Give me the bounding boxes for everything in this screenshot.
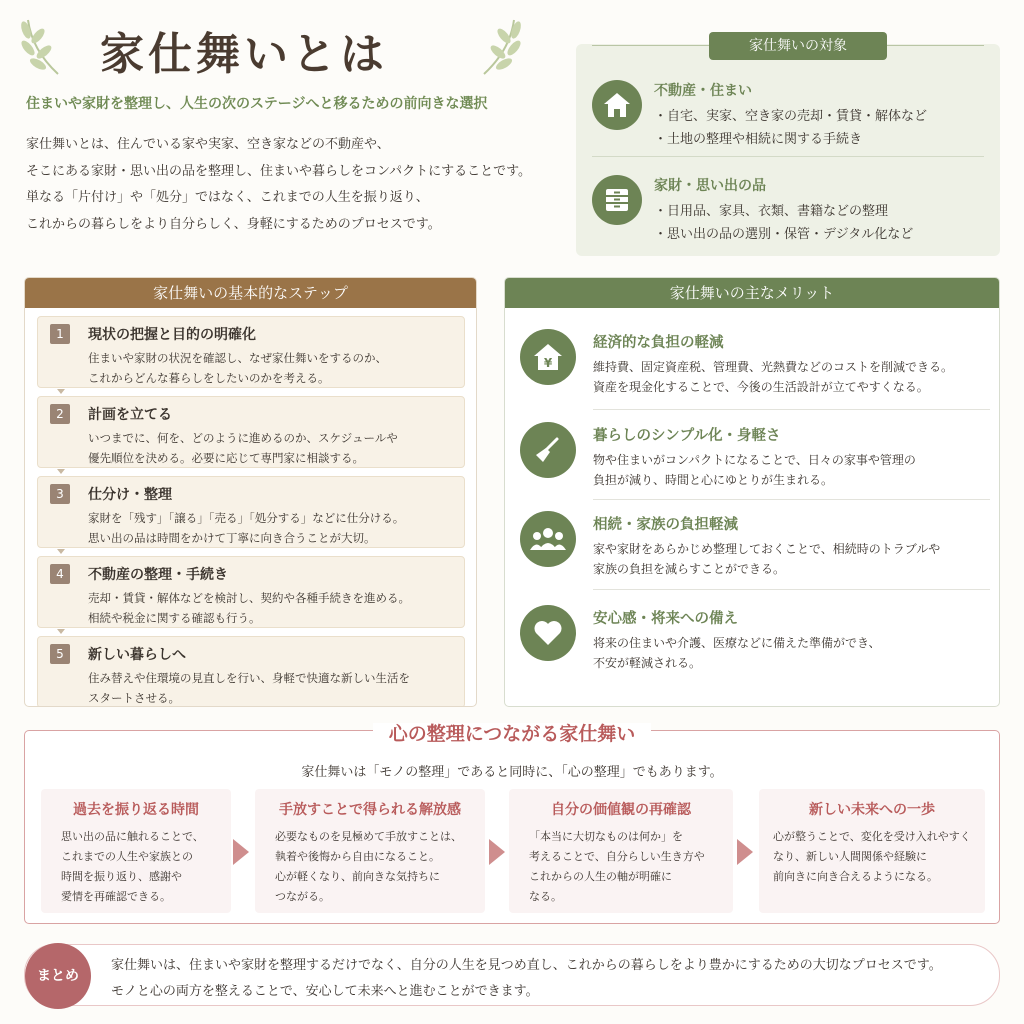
merit-item bbox=[520, 605, 990, 695]
target-line: ・思い出の品の選別・保管・デジタル化など bbox=[654, 227, 914, 242]
mind-card-line: 心が軽くなり、前向きな気持ちに bbox=[275, 870, 440, 883]
step-number: 2 bbox=[50, 404, 70, 424]
mind-card-desc bbox=[529, 827, 705, 907]
step-item bbox=[37, 476, 465, 548]
arrow-right-icon bbox=[737, 839, 753, 865]
step-line: 住まいや家財の状況を確認し、なぜ家仕舞いをするのか、 bbox=[88, 351, 387, 365]
target-line: ・日用品、家具、衣類、書籍などの整理 bbox=[654, 204, 889, 219]
mind-card-title: 過去を振り返る時間 bbox=[73, 802, 199, 818]
divider bbox=[593, 409, 990, 410]
step-line: 住み替えや住環境の見直しを行い、身軽で快適な新しい生活を bbox=[88, 671, 410, 685]
step-arrow-icon bbox=[57, 389, 65, 394]
step-line: 家財を「残す」「譲る」「売る」「処分する」などに仕分ける。 bbox=[88, 511, 405, 525]
mind-card-desc bbox=[275, 827, 462, 907]
merit-desc bbox=[593, 539, 940, 579]
merit-line: 負担が減り、時間と心にゆとりが生まれる。 bbox=[593, 473, 834, 487]
mind-card-title: 自分の価値観の再確認 bbox=[551, 802, 691, 818]
mind-card-line: 思い出の品に触れることで、 bbox=[61, 830, 204, 843]
arrow-right-icon bbox=[489, 839, 505, 865]
mind-card-title: 手放すことで得られる解放感 bbox=[279, 802, 461, 818]
merit-desc bbox=[593, 357, 953, 397]
mind-section-title: 心の整理につながる家仕舞い bbox=[373, 723, 652, 745]
house-icon bbox=[592, 80, 642, 130]
divider bbox=[592, 45, 709, 46]
targets-panel bbox=[576, 38, 1000, 256]
merit-title: 安心感・将来への備え bbox=[593, 611, 738, 627]
step-desc bbox=[88, 668, 410, 707]
target-title: 不動産・住まい bbox=[654, 83, 752, 99]
step-arrow-icon bbox=[57, 469, 65, 474]
mind-section-lead: 家仕舞いは「モノの整理」であると同時に、「心の整理」でもあります。 bbox=[301, 765, 723, 780]
step-item bbox=[37, 556, 465, 628]
cabinet-icon bbox=[592, 175, 642, 225]
step-line: いつまでに、何を、どのように進めるのか、スケジュールや bbox=[88, 431, 398, 445]
target-line: ・土地の整理や相続に関する手続き bbox=[654, 132, 863, 147]
intro-line: 単なる「片付け」や「処分」ではなく、これまでの人生を振り返り、 bbox=[26, 190, 429, 205]
mind-card bbox=[255, 789, 485, 913]
heart-icon bbox=[520, 605, 576, 661]
mind-card bbox=[41, 789, 231, 913]
merits-panel bbox=[504, 277, 1000, 707]
mind-card-line: これまでの人生や家族との bbox=[61, 850, 193, 863]
step-line: 相続や税金に関する確認も行う。 bbox=[88, 611, 261, 625]
merit-line: 不安が軽減される。 bbox=[593, 656, 702, 670]
step-desc bbox=[88, 588, 410, 628]
mind-card-line: 心が整うことで、変化を受け入れやすく bbox=[773, 830, 971, 843]
step-title: 新しい暮らしへ bbox=[88, 647, 186, 663]
mind-card-line: 愛情を再確認できる。 bbox=[61, 890, 171, 903]
merit-line: 維持費、固定資産税、管理費、光熱費などのコストを削減できる。 bbox=[593, 360, 954, 374]
laurel-right-icon bbox=[472, 16, 528, 80]
mind-card-line: つながる。 bbox=[275, 890, 330, 903]
merit-title: 暮らしのシンプル化・身軽さ bbox=[593, 428, 781, 444]
page-title: 家仕舞いとは bbox=[100, 29, 388, 80]
yen-house-icon bbox=[520, 329, 576, 385]
mind-card-line: 時間を振り返り、感謝や bbox=[61, 870, 182, 883]
step-title: 不動産の整理・手続き bbox=[88, 567, 228, 583]
step-arrow-icon bbox=[57, 629, 65, 634]
merit-title: 経済的な負担の軽減 bbox=[593, 335, 724, 351]
divider bbox=[593, 589, 990, 590]
step-title: 計画を立てる bbox=[88, 407, 172, 423]
step-line: これからどんな暮らしをしたいのかを考える。 bbox=[88, 371, 330, 385]
mind-card-line: これからの人生の軸が明確に bbox=[529, 870, 672, 883]
laurel-left-icon bbox=[14, 16, 70, 80]
step-line: 思い出の品は時間をかけて丁寧に向き合うことが大切。 bbox=[88, 531, 376, 545]
merits-header: 家仕舞いの主なメリット bbox=[505, 278, 999, 308]
mind-card bbox=[759, 789, 985, 913]
step-line: 売却・賃貸・解体などを検討し、契約や各種手続きを進める。 bbox=[88, 591, 410, 605]
merit-desc bbox=[593, 450, 916, 490]
merit-title: 相続・家族の負担軽減 bbox=[593, 517, 738, 533]
intro-line: これからの暮らしをより自分らしく、身軽にするためのプロセスです。 bbox=[26, 216, 441, 232]
targets-header: 家仕舞いの対象 bbox=[709, 32, 887, 60]
target-title: 家財・思い出の品 bbox=[654, 178, 766, 194]
steps-panel bbox=[24, 277, 477, 707]
step-number: 3 bbox=[50, 484, 70, 504]
summary-text bbox=[111, 953, 942, 1005]
merit-line: 家族の負担を減らすことができる。 bbox=[593, 562, 786, 576]
step-line: スタートさせる。 bbox=[88, 691, 180, 705]
intro-line: 家仕舞いとは、住んでいる家や実家、空き家などの不動産や、 bbox=[26, 137, 390, 152]
mind-card bbox=[509, 789, 733, 913]
intro-text bbox=[26, 132, 586, 238]
divider bbox=[592, 156, 984, 157]
step-desc bbox=[88, 348, 387, 388]
mind-card-line: 前向きに向き合えるようになる。 bbox=[773, 870, 938, 883]
mind-card-line: なり、新しい人間関係や経験に bbox=[773, 850, 927, 863]
mind-card-desc bbox=[61, 827, 204, 907]
step-title: 仕分け・整理 bbox=[88, 487, 172, 503]
steps-header: 家仕舞いの基本的なステップ bbox=[25, 278, 476, 308]
merit-item bbox=[520, 329, 990, 419]
mind-card-title: 新しい未来への一歩 bbox=[809, 802, 935, 818]
summary-line: 家仕舞いは、住まいや家財を整理するだけでなく、自分の人生を見つめ直し、これからの暮らしをより豊かにするための大切なプロセスです。 bbox=[111, 958, 942, 973]
merit-item bbox=[520, 511, 990, 601]
target-line: ・自宅、実家、空き家の売却・賃貸・解体など bbox=[654, 109, 928, 124]
divider bbox=[887, 45, 984, 46]
mind-section bbox=[24, 723, 1000, 924]
merit-line: 家や家財をあらかじめ整理しておくことで、相続時のトラブルや bbox=[593, 542, 941, 556]
mind-card-line: 「本当に大切なものは何か」を bbox=[529, 830, 683, 843]
step-number: 1 bbox=[50, 324, 70, 344]
svg-text:¥: ¥ bbox=[543, 356, 553, 370]
summary-box bbox=[24, 944, 1000, 1006]
step-title: 現状の把握と目的の明確化 bbox=[88, 327, 256, 343]
intro-line: そこにある家財・思い出の品を整理し、住まいや暮らしをコンパクトにすることです。 bbox=[26, 163, 532, 179]
step-number: 4 bbox=[50, 564, 70, 584]
summary-line: モノと心の両方を整えることで、安心して未来へと進むことができます。 bbox=[111, 984, 539, 999]
step-item bbox=[37, 396, 465, 468]
step-desc bbox=[88, 428, 398, 468]
merit-line: 資産を現金化することで、今後の生活設計が立てやすくなる。 bbox=[593, 380, 929, 394]
mind-card-line: 必要なものを見極めて手放すことは、 bbox=[275, 830, 462, 843]
mind-card-desc bbox=[773, 827, 971, 887]
mind-card-line: 執着や後悔から自由になること。 bbox=[275, 850, 440, 863]
merit-line: 物や住まいがコンパクトになることで、日々の家事や管理の bbox=[593, 453, 916, 467]
mind-card-line: なる。 bbox=[529, 890, 562, 903]
step-item bbox=[37, 636, 465, 707]
step-number: 5 bbox=[50, 644, 70, 664]
page-subtitle: 住まいや家財を整理し、人生の次のステージへと移るための前向きな選択 bbox=[26, 96, 488, 112]
family-icon bbox=[520, 511, 576, 567]
broom-icon bbox=[520, 422, 576, 478]
mind-card-line: 考えることで、自分らしい生き方や bbox=[529, 850, 705, 863]
step-arrow-icon bbox=[57, 549, 65, 554]
merit-line: 将来の住まいや介護、医療などに備えた準備ができ、 bbox=[593, 636, 881, 650]
divider bbox=[593, 499, 990, 500]
arrow-right-icon bbox=[233, 839, 249, 865]
merit-desc bbox=[593, 633, 881, 673]
step-desc bbox=[88, 508, 404, 548]
step-item bbox=[37, 316, 465, 388]
step-line: 優先順位を決める。必要に応じて専門家に相談する。 bbox=[88, 451, 364, 465]
summary-badge: まとめ bbox=[25, 943, 91, 1009]
mind-section-title-wrap bbox=[25, 719, 999, 746]
